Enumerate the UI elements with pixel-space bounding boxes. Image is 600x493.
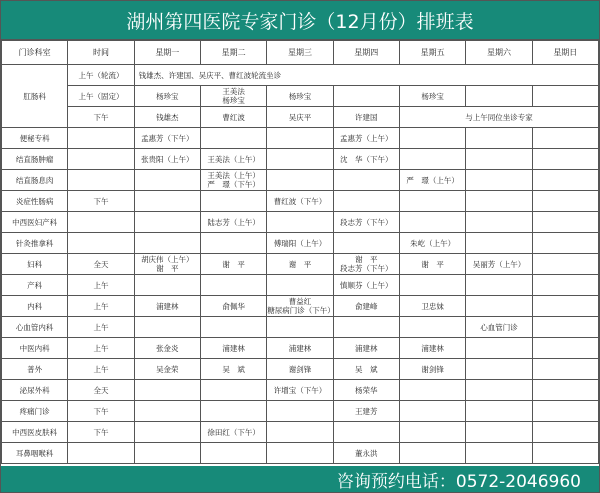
table-row — [2, 275, 599, 296]
empty-cell — [466, 128, 532, 149]
table-row — [2, 296, 599, 317]
schedule-cell: 泌尿外科 — [2, 380, 68, 401]
empty-cell — [267, 422, 333, 443]
header-row — [2, 41, 599, 65]
empty-cell — [267, 170, 333, 191]
empty-cell — [267, 128, 333, 149]
column-header: 星期二 — [200, 41, 266, 65]
table-row — [2, 212, 599, 233]
empty-cell — [532, 296, 598, 317]
empty-cell — [200, 275, 266, 296]
empty-cell — [200, 443, 266, 464]
schedule-cell: 全天 — [68, 380, 134, 401]
empty-cell — [532, 422, 598, 443]
empty-cell — [466, 86, 532, 107]
schedule-cell: 王美法（上午） 严 璟（下午） — [200, 170, 266, 191]
schedule-cell: 曹红波（下午） — [267, 191, 333, 212]
schedule-cell: 许增宝（下午） — [267, 380, 333, 401]
empty-cell — [134, 443, 200, 464]
schedule-cell: 上午 — [68, 317, 134, 338]
empty-cell — [399, 149, 465, 170]
schedule-cell: 张金炎 — [134, 338, 200, 359]
schedule-cell: 谢剑锋 — [267, 359, 333, 380]
empty-cell — [200, 191, 266, 212]
empty-cell — [532, 338, 598, 359]
empty-cell — [466, 443, 532, 464]
schedule-cell: 杨珍宝 — [399, 86, 465, 107]
schedule-cell: 便秘专科 — [2, 128, 68, 149]
empty-cell — [267, 401, 333, 422]
column-header: 星期六 — [466, 41, 532, 65]
empty-cell — [134, 170, 200, 191]
empty-cell — [399, 380, 465, 401]
table-row — [2, 128, 599, 149]
empty-cell — [399, 128, 465, 149]
schedule-cell: 中西医妇产科 — [2, 212, 68, 233]
empty-cell — [333, 422, 399, 443]
empty-cell — [68, 443, 134, 464]
empty-cell — [532, 86, 598, 107]
empty-cell — [532, 359, 598, 380]
schedule-cell: 陆志芳（上午） — [200, 212, 266, 233]
empty-cell — [267, 212, 333, 233]
schedule-cell: 全天 — [68, 254, 134, 275]
schedule-cell: 上午 — [68, 275, 134, 296]
empty-cell — [200, 401, 266, 422]
empty-cell — [68, 149, 134, 170]
empty-cell — [532, 149, 598, 170]
table-row — [2, 233, 599, 254]
schedule-cell: 中医内科 — [2, 338, 68, 359]
empty-cell — [532, 128, 598, 149]
schedule-cell: 孟惠芳（上午） — [333, 128, 399, 149]
column-header: 门诊科室 — [2, 41, 68, 65]
empty-cell — [134, 233, 200, 254]
empty-cell — [333, 170, 399, 191]
schedule-cell: 杨荣华 — [333, 380, 399, 401]
schedule-cell: 耳鼻咽喉科 — [2, 443, 68, 464]
schedule-cell: 内科 — [2, 296, 68, 317]
table-row — [2, 86, 599, 107]
schedule-cell: 曹红波 — [200, 107, 266, 128]
schedule-cell: 吴金荣 — [134, 359, 200, 380]
empty-cell — [399, 317, 465, 338]
empty-cell — [466, 191, 532, 212]
empty-cell — [532, 254, 598, 275]
schedule-cell: 俞建峰 — [333, 296, 399, 317]
schedule-cell: 钱雄杰 — [134, 107, 200, 128]
schedule-cell: 浦建林 — [333, 338, 399, 359]
column-header: 星期五 — [399, 41, 465, 65]
schedule-cell: 浦建林 — [200, 338, 266, 359]
empty-cell — [466, 338, 532, 359]
empty-cell — [267, 149, 333, 170]
empty-cell — [466, 149, 532, 170]
table-row — [2, 254, 599, 275]
table-row — [2, 338, 599, 359]
empty-cell — [333, 233, 399, 254]
empty-cell — [333, 191, 399, 212]
table-row — [2, 317, 599, 338]
schedule-cell: 中西医皮肤科 — [2, 422, 68, 443]
schedule-cell: 普外 — [2, 359, 68, 380]
empty-cell — [68, 128, 134, 149]
schedule-cell: 与上午同位坐诊专家 — [399, 107, 598, 128]
empty-cell — [399, 191, 465, 212]
schedule-cell: 吴 斌 — [200, 359, 266, 380]
schedule-cell: 谢 平 — [267, 254, 333, 275]
schedule-cell: 王美法（上午） — [200, 149, 266, 170]
empty-cell — [399, 275, 465, 296]
empty-cell — [466, 275, 532, 296]
empty-cell — [134, 317, 200, 338]
schedule-cell: 孟惠芳（下午） — [134, 128, 200, 149]
schedule-cell: 上午 — [68, 359, 134, 380]
empty-cell — [134, 401, 200, 422]
table-row — [2, 65, 599, 86]
schedule-cell: 王建芳 — [333, 401, 399, 422]
schedule-cell: 心血管内科 — [2, 317, 68, 338]
column-header: 星期三 — [267, 41, 333, 65]
schedule-cell: 胡庆伟（上午） 谢 平 — [134, 254, 200, 275]
table-row — [2, 359, 599, 380]
empty-cell — [134, 275, 200, 296]
column-header: 星期一 — [134, 41, 200, 65]
empty-cell — [532, 443, 598, 464]
schedule-cell: 浦建林 — [267, 338, 333, 359]
empty-cell — [532, 212, 598, 233]
schedule-cell: 肛肠科 — [2, 65, 68, 128]
empty-cell — [466, 380, 532, 401]
column-header: 星期四 — [333, 41, 399, 65]
empty-cell — [466, 170, 532, 191]
schedule-cell: 徐田红（下午） — [200, 422, 266, 443]
schedule-cell: 炎症性肠病 — [2, 191, 68, 212]
schedule-cell: 产科 — [2, 275, 68, 296]
schedule-cell: 上午 — [68, 338, 134, 359]
schedule-cell: 俞佩华 — [200, 296, 266, 317]
table-row — [2, 380, 599, 401]
page-title: 湖州第四医院专家门诊（12月份）排班表 — [1, 1, 599, 40]
empty-cell — [267, 443, 333, 464]
schedule-cell: 许建国 — [333, 107, 399, 128]
empty-cell — [466, 233, 532, 254]
empty-cell — [532, 401, 598, 422]
table-row — [2, 443, 599, 464]
empty-cell — [267, 275, 333, 296]
schedule-cell: 朱屹（上午） — [399, 233, 465, 254]
empty-cell — [466, 359, 532, 380]
schedule-cell: 上午（轮流） — [68, 65, 134, 86]
empty-cell — [466, 212, 532, 233]
empty-cell — [134, 212, 200, 233]
empty-cell — [134, 380, 200, 401]
empty-cell — [399, 401, 465, 422]
schedule-cell: 结直肠肿瘤 — [2, 149, 68, 170]
empty-cell — [532, 380, 598, 401]
empty-cell — [466, 296, 532, 317]
table-row — [2, 107, 599, 128]
schedule-cell: 谢剑锋 — [399, 359, 465, 380]
table-row — [2, 422, 599, 443]
empty-cell — [68, 233, 134, 254]
schedule-cell: 卫忠妹 — [399, 296, 465, 317]
schedule-cell: 吴丽芳（上午） — [466, 254, 532, 275]
schedule-cell: 妇科 — [2, 254, 68, 275]
empty-cell — [200, 128, 266, 149]
empty-cell — [267, 317, 333, 338]
schedule-table — [1, 40, 599, 464]
schedule-cell: 结直肠息肉 — [2, 170, 68, 191]
schedule-cell: 心血管门诊 — [466, 317, 532, 338]
schedule-cell: 谢 平 — [200, 254, 266, 275]
schedule-cell: 曹益红 糖尿病门诊（下午） — [267, 297, 335, 315]
schedule-cell: 下午 — [68, 422, 134, 443]
empty-cell — [466, 422, 532, 443]
empty-cell — [466, 401, 532, 422]
empty-cell — [532, 233, 598, 254]
schedule-cell: 吴 斌 — [333, 359, 399, 380]
schedule-cell: 张贵阳（上午） — [134, 149, 200, 170]
schedule-cell: 杨珍宝 — [267, 86, 333, 107]
schedule-cell: 谢 平 段志芳（下午） — [333, 254, 399, 275]
empty-cell — [200, 380, 266, 401]
schedule-cell: 下午 — [68, 401, 134, 422]
table-row — [2, 149, 599, 170]
table-row — [2, 191, 599, 212]
schedule-cell: 王美法 杨珍宝 — [200, 86, 266, 107]
schedule-cell: 严 璟（上午） — [399, 170, 465, 191]
empty-cell — [333, 86, 399, 107]
empty-cell — [333, 317, 399, 338]
schedule-cell: 慎顺芬（上午） — [333, 275, 399, 296]
schedule-cell: 谢 平 — [399, 254, 465, 275]
schedule-cell: 浦建林 — [399, 338, 465, 359]
schedule-cell: 杨珍宝 — [134, 86, 200, 107]
schedule-cell: 吴庆平 — [267, 107, 333, 128]
schedule-cell: 针灸推拿科 — [2, 233, 68, 254]
empty-cell — [399, 443, 465, 464]
schedule-cell: 疼痛门诊 — [2, 401, 68, 422]
column-header: 时间 — [68, 41, 134, 65]
empty-cell — [532, 275, 598, 296]
empty-cell — [134, 191, 200, 212]
column-header: 星期日 — [532, 41, 598, 65]
empty-cell — [532, 170, 598, 191]
empty-cell — [399, 422, 465, 443]
empty-cell — [200, 233, 266, 254]
empty-cell — [399, 212, 465, 233]
table-row — [2, 170, 599, 191]
schedule-cell: 上午 — [68, 296, 134, 317]
empty-cell — [532, 191, 598, 212]
schedule-cell: 上午（固定） — [68, 86, 134, 107]
empty-cell — [68, 170, 134, 191]
contact-phone: 咨询预约电话：0572-2046960 — [1, 466, 599, 492]
empty-cell — [68, 212, 134, 233]
schedule-cell: 浦建林 — [134, 296, 200, 317]
empty-cell — [200, 317, 266, 338]
schedule-cell: 段志芳（下午） — [333, 212, 399, 233]
schedule-cell: 钱雄杰、许建国、吴庆平、曹红波轮流坐诊 — [134, 65, 598, 86]
table-row — [2, 401, 599, 422]
schedule-cell: 下午 — [68, 191, 134, 212]
schedule-cell: 下午 — [68, 107, 134, 128]
empty-cell — [134, 422, 200, 443]
schedule-cell: 傅瑞阳（上午） — [267, 233, 333, 254]
schedule-cell: 董永洪 — [333, 443, 399, 464]
schedule-cell: 沈 华（下午） — [333, 149, 399, 170]
empty-cell — [532, 317, 598, 338]
